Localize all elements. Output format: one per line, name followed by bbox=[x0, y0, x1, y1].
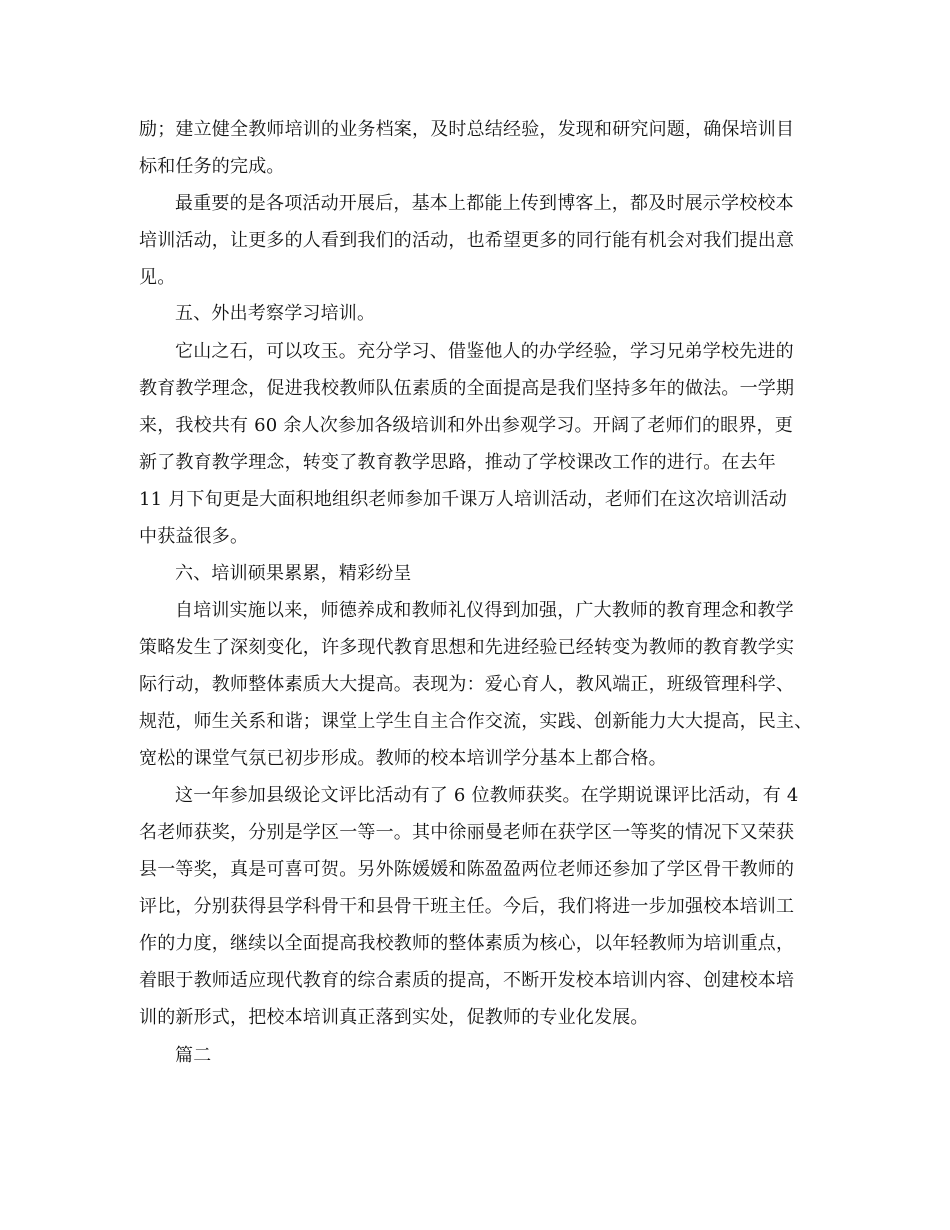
paragraph-start: 最重要的是各项活动开展后，基本上都能上传到博客上，都及时展示学校校本 bbox=[175, 193, 794, 214]
text-line: 11 月下旬更是大面积地组织老师参加千课万人培训活动，老师们在这次培训活动 bbox=[139, 489, 788, 510]
paragraph-start: 它山之石，可以攻玉。充分学习、借鉴他人的办学经验，学习兄弟学校先进的 bbox=[175, 341, 794, 362]
section-heading: 五、外出考察学习培训。 bbox=[175, 303, 376, 324]
text-line: 作的力度，继续以全面提高我校教师的整体素质为核心，以年轻教师为培训重点， bbox=[139, 933, 795, 954]
text-line: 教育教学理念，促进我校教师队伍素质的全面提高是我们坚持多年的做法。一学期 bbox=[139, 378, 795, 399]
text-line: 策略发生了深刻变化，许多现代教育思想和先进经验已经转变为教师的教育教学实 bbox=[139, 637, 795, 658]
text-line: 来，我校共有 60 余人次参加各级培训和外出参观学习。开阔了老师们的眼界，更 bbox=[139, 415, 793, 436]
text-line: 培训活动，让更多的人看到我们的活动，也希望更多的同行能有机会对我们提出意 bbox=[139, 230, 795, 251]
text-line: 际行动，教师整体素质大大提高。表现为：爱心育人，教风端正，班级管理科学、 bbox=[139, 674, 795, 695]
text-line: 见。 bbox=[139, 267, 176, 288]
text-line: 县一等奖，真是可喜可贺。另外陈媛媛和陈盈盈两位老师还参加了学区骨干教师的 bbox=[139, 859, 795, 880]
text-line: 中获益很多。 bbox=[139, 526, 249, 547]
text-line: 标和任务的完成。 bbox=[139, 156, 285, 177]
text-line: 励；建立健全教师培训的业务档案，及时总结经验，发现和研究问题，确保培训目 bbox=[139, 119, 795, 140]
text-line: 规范，师生关系和谐；课堂上学生自主合作交流，实践、创新能力大大提高，民主、 bbox=[139, 711, 813, 732]
paragraph-start: 这一年参加县级论文评比活动有了 6 位教师获奖。在学期说课评比活动，有 4 bbox=[175, 785, 799, 806]
text-line: 名老师获奖，分别是学区一等一。其中徐丽曼老师在获学区一等奖的情况下又荣获 bbox=[139, 822, 795, 843]
section-heading: 篇二 bbox=[175, 1045, 212, 1066]
paragraph-start: 自培训实施以来，师德养成和教师礼仪得到加强，广大教师的教育理念和教学 bbox=[175, 600, 794, 621]
section-heading: 六、培训硕果累累，精彩纷呈 bbox=[175, 563, 412, 584]
text-line: 评比，分别获得县学科骨干和县骨干班主任。今后，我们将进一步加强校本培训工 bbox=[139, 896, 795, 917]
text-line: 宽松的课堂气氛已初步形成。教师的校本培训学分基本上都合格。 bbox=[139, 748, 667, 769]
text-line: 训的新形式，把校本培训真正落到实处，促教师的专业化发展。 bbox=[139, 1007, 649, 1028]
text-line: 着眼于教师适应现代教育的综合素质的提高，不断开发校本培训内容、创建校本培 bbox=[139, 970, 795, 991]
text-line: 新了教育教学理念，转变了教育教学思路，推动了学校课改工作的进行。在去年 bbox=[139, 452, 776, 473]
